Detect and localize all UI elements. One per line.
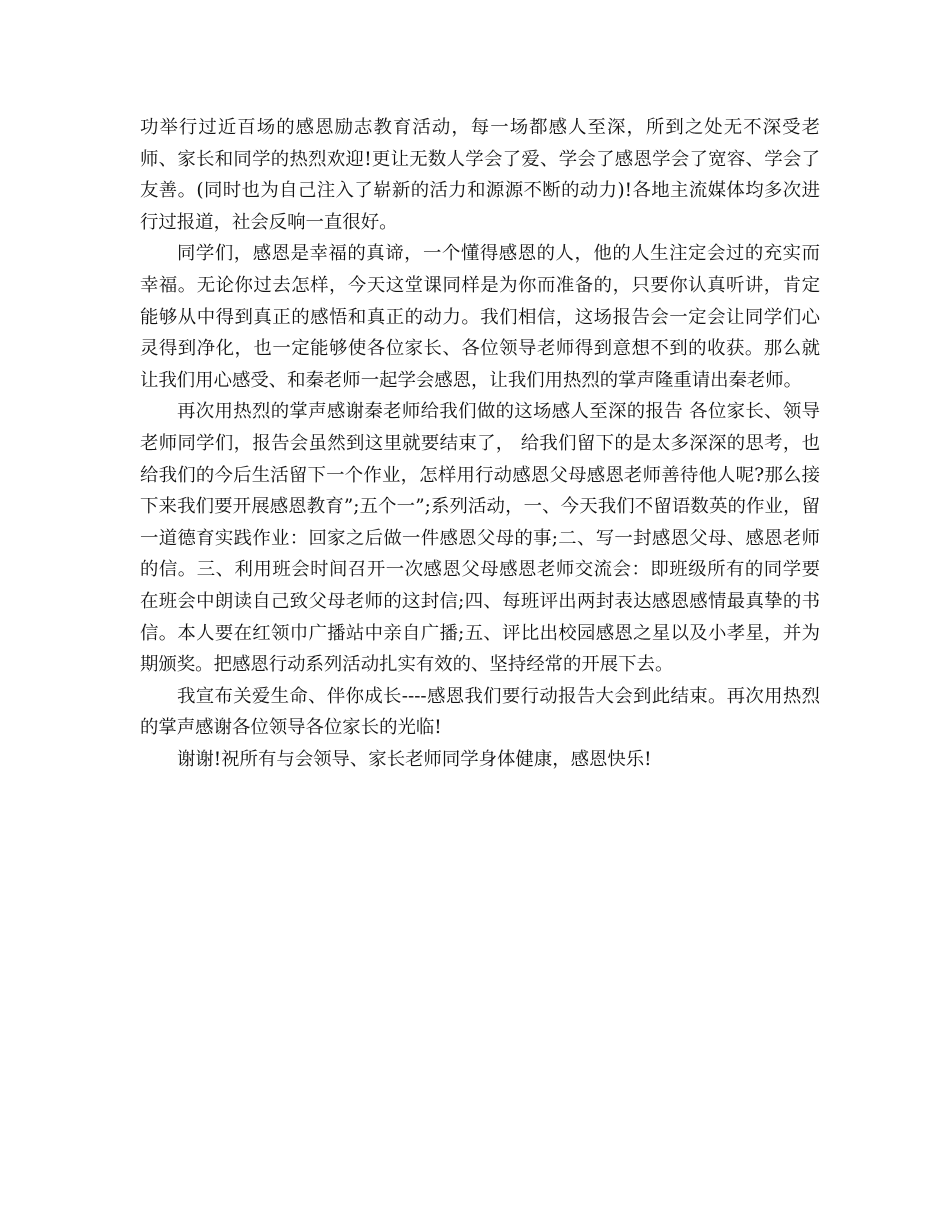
paragraph-2: 同学们，感恩是幸福的真谛，一个懂得感恩的人，他的人生注定会过的充实而幸福。无论你过去怎样，今天这堂课同样是为你而准备的，只要你认真听讲，肯定能够从中得到真正的感悟和真正的动力。我们相信，这场报告会一定会让同学们心灵得到净化，也一定能够使各位家长、各位领导老师得到意想不到的收获。那么就让我们用心感受、和秦老师一起学会感恩，让我们用热烈的掌声隆重请出秦老师。: [140, 243, 820, 391]
paragraph-5: 谢谢!祝所有与会领导、家长老师同学身体健康，感恩快乐!: [177, 748, 652, 770]
paragraph-4: 我宣布关爱生命、伴你成长----感恩我们要行动报告大会到此结束。再次用热烈的掌声感谢各位领导各位家长的光临!: [140, 685, 820, 739]
paragraph-1: 功举行过近百场的感恩励志教育活动，每一场都感人至深，所到之处无不深受老师、家长和同学的热烈欢迎!更让无数人学会了爱、学会了感恩学会了宽容、学会了友善。(同时也为自己注入了崭新的活力和源源不断的动力)!各地主流媒体均多次进行过报道，社会反响一直很好。: [140, 117, 820, 233]
document-body: [140, 112, 820, 775]
paragraph-3: 再次用热烈的掌声感谢秦老师给我们做的这场感人至深的报告 各位家长、领导老师同学们，报告会虽然到这里就要结束了， 给我们留下的是太多深深的思考，也给我们的今后生活留下一个作业，怎样用行动感恩父母感恩老师善待他人呢?那么接下来我们要开展感恩教育”;五个一”;系列活动，一、今天我们不留语数英的作业，留一道德育实践作业：回家之后做一件感恩父母的事;二、写一封感恩父母、感恩老师的信。三、利用班会时间召开一次感恩父母感恩老师交流会：即班级所有的同学要在班会中朗读自己致父母老师的这封信;四、每班评出两封表达感恩感情最真挚的书信。本人要在红领巾广播站中亲自广播;五、评比出校园感恩之星以及小孝星，并为期颁奖。把感恩行动系列活动扎实有效的、坚持经常的开展下去。: [140, 401, 820, 676]
